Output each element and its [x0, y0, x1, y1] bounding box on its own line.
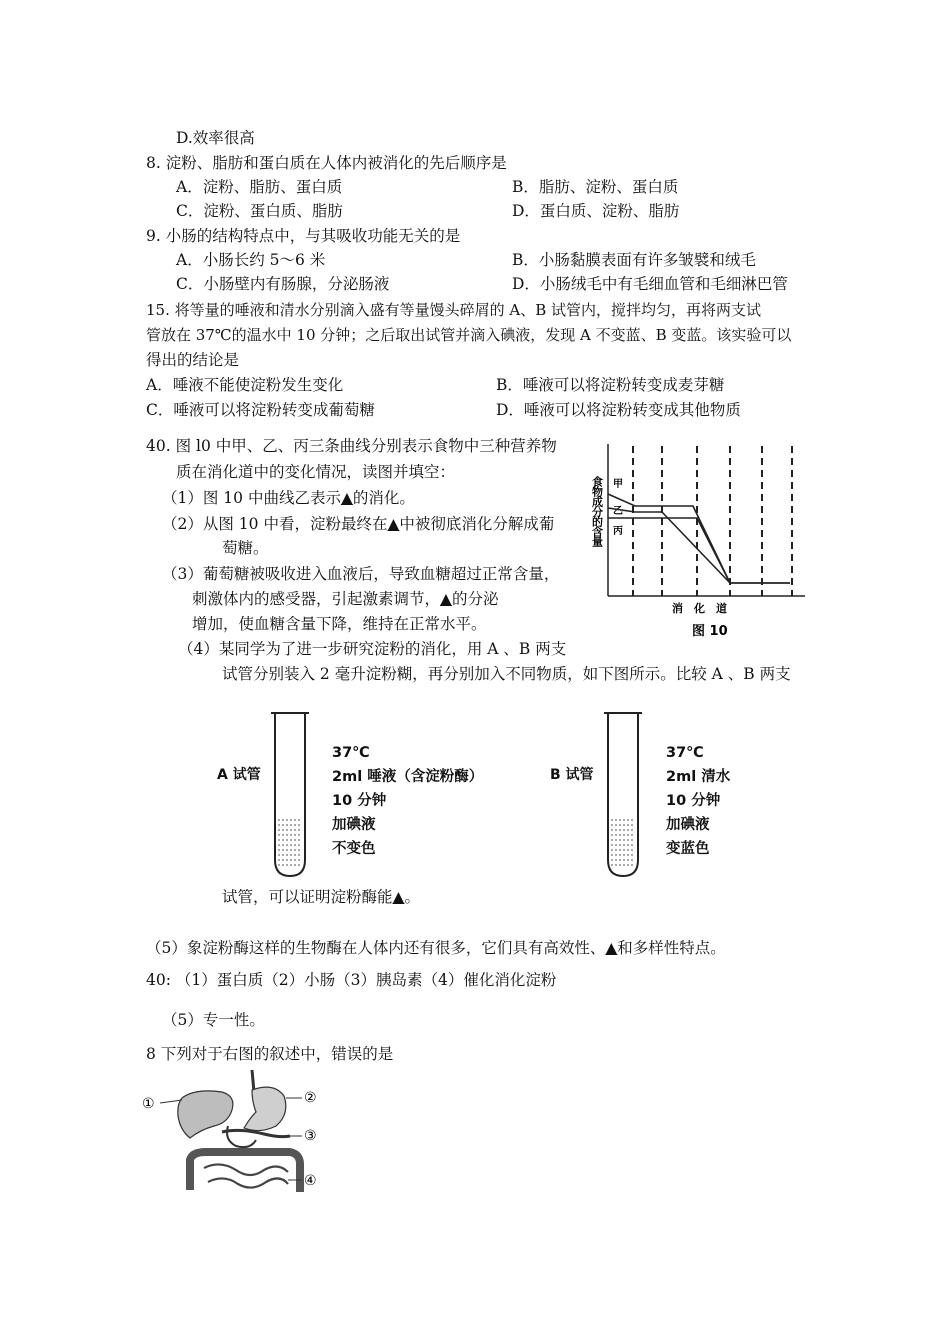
- q15-stem-line-3: 得出的结论是: [146, 351, 240, 369]
- q40-part-4-line-1: （4）某同学为了进一步研究淀粉的消化，用 A 、B 两支: [178, 640, 567, 658]
- q15-option-d: D．唾液可以将淀粉转变成其他物质: [496, 401, 741, 419]
- tube-a-drawing: [270, 710, 310, 880]
- answer-blank: ▲: [392, 888, 405, 906]
- figure-10-dividers: [633, 446, 792, 596]
- q40-part-4-line-2: 试管分别装入 2 毫升淀粉糊，再分别加入不同物质，如下图所示。比较 A 、B 两支: [222, 665, 791, 683]
- tube-figure: [200, 705, 760, 880]
- q8-option-b: B．脂肪、淀粉、蛋白质: [512, 178, 679, 196]
- q40-part-5-text-end: 和多样性特点。: [617, 939, 726, 957]
- figure-10-ylabel: 食物成分的含量: [590, 476, 604, 546]
- q8-option-d: D．蛋白质、淀粉、脂肪: [512, 202, 680, 220]
- tube-a-iodine: 加碘液: [332, 817, 376, 833]
- stomach-shape: [244, 1087, 286, 1130]
- answer-40-line-1: 40: （1）蛋白质（2）小肠（3）胰岛素（4）催化消化淀粉: [146, 971, 557, 989]
- q40-part-1: [162, 488, 415, 508]
- tube-a-temp: 37℃: [332, 745, 370, 761]
- q8-option-a: A．淀粉、脂肪、蛋白质: [176, 178, 343, 196]
- q40-part-4-text-end: 。: [404, 888, 420, 906]
- q40-part-2: [162, 514, 554, 534]
- q40-part-4-text: 试管，可以证明淀粉酶能: [222, 888, 393, 906]
- q9-option-a: A．小肠长约 5～6 米: [176, 251, 326, 269]
- curve-label-jia: 甲: [613, 479, 623, 490]
- q40-part-1-text-end: 的消化。: [352, 489, 415, 507]
- answer-blank: ▲: [605, 939, 618, 957]
- answer-blank: ▲: [387, 515, 400, 533]
- q40-part-3-text-end: 的分泌: [451, 590, 499, 608]
- q15-option-c: C．唾液可以将淀粉转变成葡萄糖: [146, 401, 375, 419]
- q15-option-a: A．唾液不能使淀粉发生变化: [146, 376, 344, 394]
- esophagus-shape: [252, 1070, 254, 1092]
- q15-stem-line-1: 15. 将等量的唾液和清水分别滴入盛有等量馒头碎屑的 A、B 试管内，搅拌均匀，再将两支试: [146, 301, 762, 319]
- q40-part-2-text-end: 中被彻底消化分解成葡: [399, 515, 555, 533]
- pancreas-shape: [222, 1130, 290, 1136]
- figure-10-chart: [580, 436, 820, 641]
- q40-intro-2: 质在消化道中的变化情况，读图并填空：: [176, 463, 456, 481]
- answer-blank: ▲: [440, 590, 452, 608]
- q8b-stem: 8 下列对于右图的叙述中，错误的是: [146, 1045, 394, 1063]
- tube-b-reagent: 2ml 清水: [666, 769, 731, 785]
- q9-stem: 9. 小肠的结构特点中，与其吸收功能无关的是: [146, 227, 461, 245]
- q40-part-1-text: （1）图 10 中曲线乙表示: [162, 489, 341, 507]
- tube-a-time: 10 分钟: [332, 793, 387, 809]
- label-1: ①: [142, 1096, 155, 1112]
- tube-b-temp: 37℃: [666, 745, 704, 761]
- tube-a-result: 不变色: [332, 841, 376, 857]
- tube-a-reagent: 2ml 唾液（含淀粉酶）: [332, 769, 484, 785]
- tube-b-time: 10 分钟: [666, 793, 721, 809]
- label-2: ②: [304, 1090, 317, 1106]
- curve-label-yi: 乙: [613, 506, 623, 517]
- q40-part-2-text: （2）从图 10 中看，淀粉最终在: [162, 515, 388, 533]
- tube-b-iodine: 加碘液: [666, 817, 710, 833]
- q9-option-d: D．小肠绒毛中有毛细血管和毛细淋巴管: [512, 275, 788, 293]
- answer-blank: ▲: [340, 489, 353, 507]
- answer-40-line-2: （5）专一性。: [162, 1011, 265, 1029]
- q40-part-4-line-3: [222, 887, 420, 907]
- q7-option-d: D.效率很高: [176, 129, 255, 147]
- q40-part-3-line-1: （3）葡萄糖被吸收进入血液后，导致血糖超过正常含量，: [162, 565, 560, 583]
- q15-stem-line-2: 管放在 37℃的温水中 10 分钟；之后取出试管并滴入碘液，发现 A 不变蓝、B 变蓝。该实验可以: [146, 326, 792, 344]
- figure-10-xlabel: 消 化 道: [672, 602, 727, 615]
- tube-a-conditions: [332, 741, 483, 861]
- q40-part-3-line-2: [192, 589, 498, 609]
- q8-option-c: C．淀粉、蛋白质、脂肪: [176, 202, 343, 220]
- q40-part-3-line-3: 增加，使血糖含量下降，维持在正常水平。: [192, 615, 487, 633]
- q40-part-5-text: （5）象淀粉酶这样的生物酶在人体内还有很多，它们具有高效性、: [146, 939, 606, 957]
- q8-stem: 8. 淀粉、脂肪和蛋白质在人体内被消化的先后顺序是: [146, 154, 507, 172]
- tube-a-label: A 试管: [217, 767, 261, 783]
- q40-intro-1: 40. 图 l0 中甲、乙、丙三条曲线分别表示食物中三种营养物: [146, 437, 557, 455]
- q9-option-b: B．小肠黏膜表面有许多皱襞和绒毛: [512, 251, 756, 269]
- q40-part-3-text: 刺激体内的感受器，引起激素调节，: [192, 590, 441, 608]
- tube-b-label: B 试管: [550, 767, 594, 783]
- tube-b-result: 变蓝色: [666, 841, 710, 857]
- digestive-system-diagram: [140, 1068, 330, 1198]
- q9-option-c: C．小肠壁内有肠腺，分泌肠液: [176, 275, 390, 293]
- label-3: ③: [304, 1128, 317, 1144]
- small-intestine-shape: [204, 1164, 288, 1187]
- q15-option-b: B．唾液可以将淀粉转变成麦芽糖: [496, 376, 725, 394]
- q40-part-5: [146, 938, 726, 958]
- tube-b-conditions: [666, 741, 730, 861]
- figure-10-caption: 图 10: [692, 624, 728, 639]
- curve-label-bing: 丙: [613, 526, 623, 537]
- q40-part-2-cont: 萄糖。: [222, 539, 269, 557]
- label-4: ④: [304, 1173, 317, 1189]
- tube-b-drawing: [603, 710, 643, 880]
